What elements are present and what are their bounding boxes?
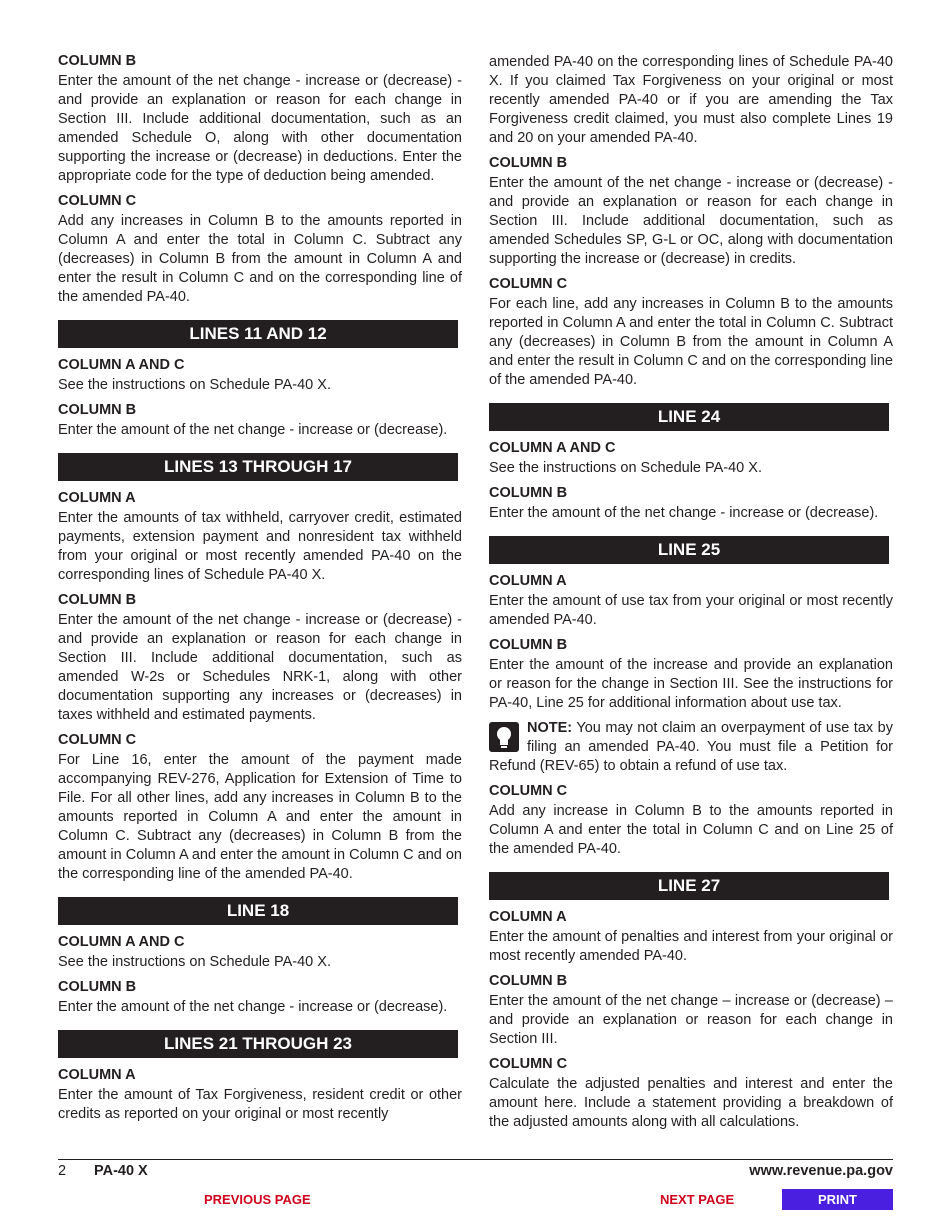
- section-header-lines-21-through-23: LINES 21 THROUGH 23: [58, 1030, 458, 1058]
- instruction-paragraph: Enter the amount of the net change – increase or (decrease) – and provide an explanation or reason for each change in Section III.: [489, 993, 893, 1047]
- subheading-column-b: COLUMN B: [489, 155, 568, 171]
- subheading-column-c: COLUMN C: [489, 783, 568, 799]
- instruction-paragraph: See the instructions on Schedule PA-40 X.: [58, 954, 331, 970]
- subheading-column-a: COLUMN A: [489, 573, 567, 589]
- section-header-line-27: LINE 27: [489, 872, 889, 900]
- instruction-paragraph: Enter the amount of the net change - increase or (decrease) - and provide an explanation or reason for each change in Section III. Include additional documentation, such as an amended Schedule O, along with other documentation supporting the increase or (decrease) in deductions. Enter the appropriate code for the type of deduction being amended.: [58, 73, 462, 184]
- left-column: [58, 52, 462, 1130]
- previous-page-link[interactable]: PREVIOUS PAGE: [204, 1192, 311, 1207]
- subheading-column-b: COLUMN B: [58, 979, 137, 995]
- section-header-line-25: LINE 25: [489, 536, 889, 564]
- instruction-paragraph: Enter the amount of the net change - increase or (decrease).: [58, 422, 448, 438]
- instruction-paragraph: For each line, add any increases in Column B to the amounts reported in Column A and enter the total in Column C. Subtract any (decreases) in Column B from the amount in Column A and enter the result in Column C and on the corresponding line of the amended PA-40.: [489, 296, 893, 388]
- section-header-line-18: LINE 18: [58, 897, 458, 925]
- website-link[interactable]: www.revenue.pa.gov: [749, 1163, 893, 1179]
- instruction-paragraph: See the instructions on Schedule PA-40 X.: [489, 460, 762, 476]
- subheading-column-b: COLUMN B: [489, 637, 568, 653]
- instruction-paragraph: See the instructions on Schedule PA-40 X.: [58, 377, 331, 393]
- subheading-column-c: COLUMN C: [58, 193, 137, 209]
- instruction-paragraph: For Line 16, enter the amount of the payment made accompanying REV-276, Application for Extension of Time to File. For all other lines, add any increases in Column B to the amounts reported in Column A and enter the amount in Column C. Subtract any (decreases) in Column B from the amount in Column A and enter the amount in Column C and on the corresponding line of the amended PA-40.: [58, 752, 462, 882]
- subheading-column-b: COLUMN B: [489, 485, 568, 501]
- subheading-column-a-and-c: COLUMN A AND C: [58, 934, 185, 950]
- instruction-paragraph: Calculate the adjusted penalties and interest and enter the amount here. Include a statement providing a breakdown of the adjusted amounts along with all calculations.: [489, 1076, 893, 1130]
- print-button[interactable]: PRINT: [782, 1189, 893, 1210]
- instruction-paragraph: Add any increase in Column B to the amounts reported in Column A and enter the total in Column C and on Line 25 of the amended PA-40.: [489, 803, 893, 857]
- subheading-column-b: COLUMN B: [58, 592, 137, 608]
- instruction-paragraph: Enter the amount of the net change - increase or (decrease) - and provide an explanation or reason for each change in Section III. Include additional documentation, such as amended Schedules SP, G-L or OC, along with documentation supporting the increase or (decrease) in credits.: [489, 175, 893, 267]
- subheading-column-b: COLUMN B: [58, 53, 137, 69]
- instruction-paragraph: Enter the amount of the net change - increase or (decrease) - and provide an explanation or reason for each change in Section III. Include additional documentation, such as amended W-2s or Schedules NRK-1, along with other documentation supporting any increases or (decreases) in taxes withheld and estimated payments.: [58, 612, 462, 723]
- subheading-column-c: COLUMN C: [489, 1056, 568, 1072]
- subheading-column-a: COLUMN A: [58, 1067, 136, 1083]
- subheading-column-c: COLUMN C: [489, 276, 568, 292]
- note-label: NOTE:: [527, 720, 573, 736]
- lightbulb-icon: [489, 722, 519, 752]
- section-header-lines-11-and-12: LINES 11 AND 12: [58, 320, 458, 348]
- instruction-paragraph: Enter the amount of the increase and provide an explanation or reason for the change in Section III. See the instructions for PA-40, Line 25 for additional information about use tax.: [489, 657, 893, 711]
- instruction-paragraph: Add any increases in Column B to the amounts reported in Column A and enter the total in Column C. Subtract any (decreases) in Column B from the amount in Column A and enter the result in Column C and on the corresponding line of the amended PA-40.: [58, 213, 462, 305]
- subheading-column-c: COLUMN C: [58, 732, 137, 748]
- note-text: You may not claim an overpayment of use tax by filing an amended PA-40. You must file a Petition for Refund (REV-65) to obtain a refund of use tax.: [489, 720, 893, 774]
- right-column: [489, 52, 893, 1138]
- instruction-paragraph: amended PA-40 on the corresponding lines of Schedule PA-40 X. If you claimed Tax Forgiveness on your original or most recently amended PA-40 or if you are amending the Tax Forgiveness credit claimed, you must also complete Lines 19 and 20 on your amended PA-40.: [489, 54, 893, 146]
- subheading-column-b: COLUMN B: [58, 402, 137, 418]
- subheading-column-a-and-c: COLUMN A AND C: [489, 440, 616, 456]
- section-header-line-24: LINE 24: [489, 403, 889, 431]
- instruction-paragraph: Enter the amounts of tax withheld, carryover credit, estimated payments, extension payment and nonresident tax withheld from your original or most recently amended PA-40 on the corresponding lines of Schedule PA-40 X.: [58, 510, 462, 583]
- footer-divider: [58, 1159, 893, 1160]
- section-header-lines-13-through-17: LINES 13 THROUGH 17: [58, 453, 458, 481]
- form-id: PA-40 X: [94, 1163, 148, 1179]
- next-page-link[interactable]: NEXT PAGE: [660, 1192, 735, 1207]
- page-number: 2: [58, 1163, 67, 1179]
- instruction-paragraph: Enter the amount of Tax Forgiveness, resident credit or other credits as reported on your original or most recently: [58, 1087, 462, 1122]
- instruction-paragraph: Enter the amount of the net change - increase or (decrease).: [58, 999, 448, 1015]
- instruction-paragraph: Enter the amount of use tax from your original or most recently amended PA-40.: [489, 593, 893, 628]
- subheading-column-a-and-c: COLUMN A AND C: [58, 357, 185, 373]
- subheading-column-a: COLUMN A: [489, 909, 567, 925]
- instruction-paragraph: Enter the amount of the net change - increase or (decrease).: [489, 505, 879, 521]
- subheading-column-b: COLUMN B: [489, 973, 568, 989]
- note-box: [489, 719, 893, 776]
- instruction-paragraph: Enter the amount of penalties and interest from your original or most recently amended PA-40.: [489, 929, 893, 964]
- subheading-column-a: COLUMN A: [58, 490, 136, 506]
